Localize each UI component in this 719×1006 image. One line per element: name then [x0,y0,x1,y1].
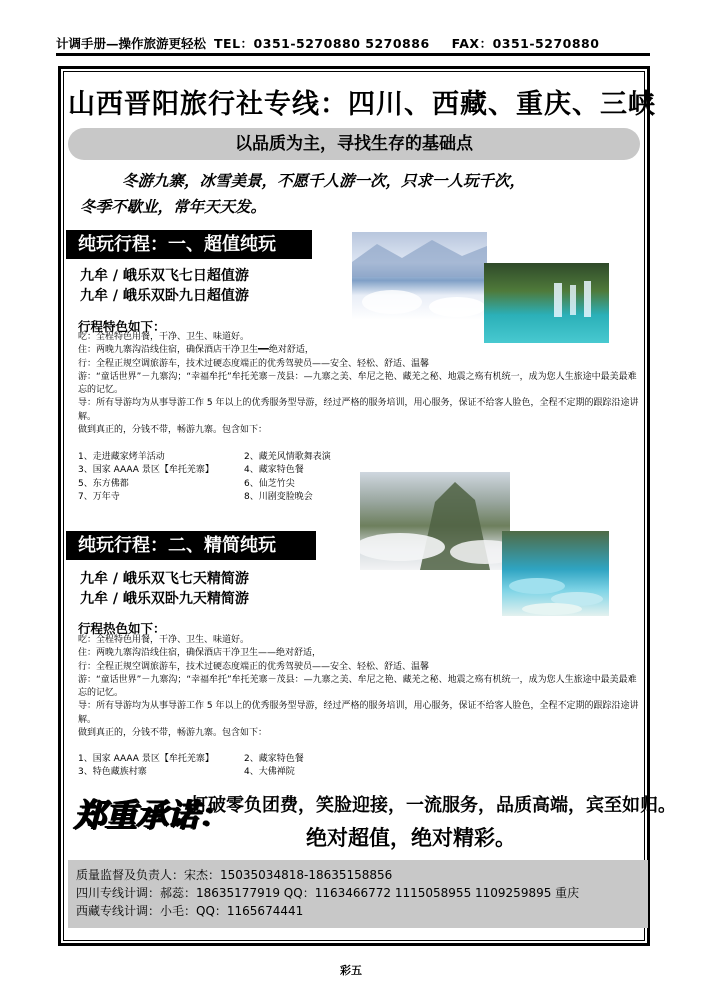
slogan-banner: 以品质为主，寻找生存的基础点 [68,128,640,160]
included-item: 2、藏羌风情歌舞表演 [244,452,331,462]
included-items [78,451,378,504]
detail-line: 游：“童话世界”－九寨沟；“幸福牟托”牟托羌寨－茂县：—九寨之美、牟尼之艳、藏羌之秘、地震之殇有机统一，成为您人生旅途中最美最难忘的记忆。 [78,371,637,396]
detail-line: 住：两晚九寨沟沿线住宿，确保酒店干净卫生━━绝对舒适， [78,345,314,356]
feature-title: 行程特色如下： [78,319,166,334]
detail-line: 做到真正的，分钱不带，畅游九寨。包含如下： [78,728,268,739]
page-title: 山西晋阳旅行社专线：四川、西藏、重庆、三峡 [68,89,656,120]
included-item: 7、万年寺 [78,491,120,502]
product-name: 九牟 / 峨乐双卧九天精简游 [80,591,249,607]
detail-line: 游：“童话世界”－九寨沟；“幸福牟托”牟托羌寨－茂县：—九寨之美、牟尼之艳、藏羌之秘、地震之殇有机统一，成为您人生旅途中最美最难忘的记忆。 [78,674,637,699]
detail-line: 吃：全程特色用餐，干净、卫生、味道好。 [78,332,250,342]
itinerary-details [78,331,640,437]
product-list [80,266,249,306]
product-list [80,569,249,609]
intro-text [80,168,640,220]
contact-line: 质量监督及负责人：宋杰：15035034818-18635158856 [76,868,393,882]
intro-line: 冬季不歇业，常年天天发。 [80,197,267,216]
mountain-photo [360,472,510,570]
contact-line: 西藏专线计调：小毛：QQ：1165674441 [76,904,304,918]
included-item: 4、藏家特色餐 [244,465,304,476]
included-item: 2、藏家特色餐 [244,754,304,764]
contact-box [68,860,648,928]
included-items [78,753,378,780]
product-name: 九牟 / 峨乐双飞七日超值游 [80,268,249,284]
detail-line: 行：全程正规空调旅游车，技术过硬态度端正的优秀驾驶员——安全、轻松、舒适、温馨 [78,358,430,369]
header-bar [56,28,650,56]
detail-line: 导：所有导游均为从事导游工作 5 年以上的优秀服务型导游，经过严格的服务培训，用心服务，保证不给客人脸色，全程不定期的跟踪沿途讲解。 [78,701,639,725]
product-name: 九牟 / 峨乐双飞七天精简游 [80,571,249,587]
travertine-pools-photo [502,531,609,616]
contact-line: 四川专线计调：郝蕊：18635177919 QQ：1163466772 1115058955 1109259895 重庆 [76,886,580,900]
detail-line: 导：所有导游均为从事导游工作 5 年以上的优秀服务型导游，经过严格的服务培训，用心服务，保证不给客人脸色，全程不定期的跟踪沿途讲解。 [78,398,639,422]
included-item: 5、东方佛都 [78,478,129,489]
phone-numbers: TEL：0351-5270880 5270886 [214,36,430,51]
promise-text: 打破零负团费，笑脸迎接，一流服务，品质高端，宾至如归。 [190,795,676,816]
detail-line: 行：全程正规空调旅游车，技术过硬态度端正的优秀驾驶员——安全、轻松、舒适、温馨 [78,661,430,672]
promise-title: 郑重承诺： [74,796,230,834]
promise-emphasis: 绝对超值，绝对精彩。 [306,826,516,850]
snow-lake-photo [352,232,487,320]
page-number: 彩五 [340,964,362,977]
product-name: 九牟 / 峨乐双卧九日超值游 [80,288,249,304]
section-2-title: 纯玩行程：二、精简纯玩 [66,531,316,560]
detail-line: 吃：全程特色用餐，干净、卫生、味道好。 [78,635,250,645]
intro-line: 冬游九寨，冰雪美景，不愿千人游一次，只求一人玩千次， [122,171,526,190]
feature-title: 行程热色如下： [78,621,166,636]
manual-title: 计调手册—操作旅游更轻松 [56,36,207,51]
included-item: 6、仙芝竹尖 [244,478,295,489]
included-item: 1、走进藏家烤羊活动 [78,452,165,462]
included-item: 3、特色藏族村寨 [78,767,147,778]
detail-line: 住：两晚九寨沟沿线住宿，确保酒店干净卫生——绝对舒适， [78,648,322,659]
included-item: 1、国家 AAAA 景区【牟托羌寨】 [78,754,214,764]
detail-line: 做到真正的，分钱不带，畅游九寨。包含如下： [78,425,268,436]
fax-number: FAX：0351-5270880 [451,36,600,51]
included-item: 4、大佛禅院 [244,767,295,778]
included-item: 8、川剧变脸晚会 [244,491,313,502]
section-1-title: 纯玩行程：一、超值纯玩 [66,230,312,259]
included-item: 3、国家 AAAA 景区【牟托羌寨】 [78,465,214,476]
itinerary-details [78,634,640,740]
